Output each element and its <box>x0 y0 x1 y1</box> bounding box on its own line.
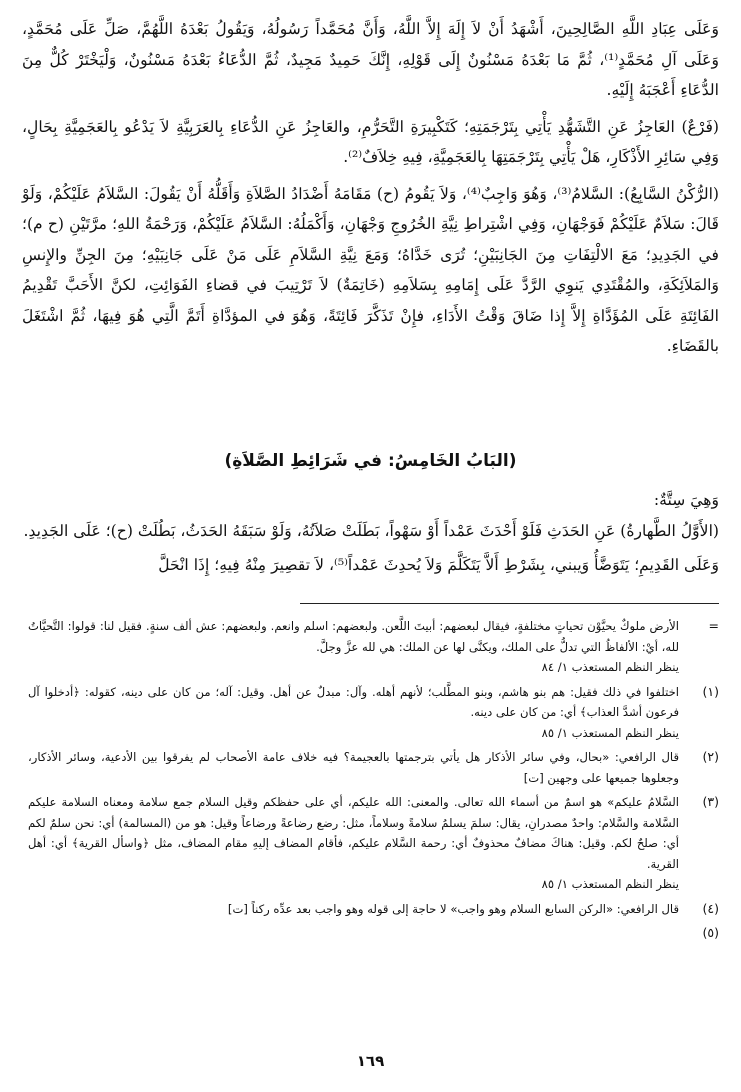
footnote-reference: ينظر النظم المستعذب ١/ ٨٤ <box>541 660 679 674</box>
footnote-2 <box>28 747 719 788</box>
footnote-3 <box>28 792 719 895</box>
footnote-continued <box>28 616 719 678</box>
footnote-marker: (٤) <box>702 900 719 916</box>
footnote-reference: ينظر النظم المستعذب ١/ ٨٥ <box>541 877 679 891</box>
footnote-text: اختلفوا في ذلك فقيل: هم بنو هاشم، وبنو المطَّلب؛ لأنهم أهله. وآل: مبدلٌ عن أهل. وقيل: آله؛ من كان على دينه، كقوله: ﴿أدخلوا آل فرعون أشدَّ العذاب﴾ أي: من كان على دينه. <box>28 684 679 719</box>
footnote-1 <box>28 682 719 744</box>
paragraph-seventh-pillar: (الرُّكْنُ السَّابِعُ): السَّلامُ⁽³⁾، وَهُوَ وَاجِبٌ⁽⁴⁾، وَلاَ يَقُومُ (ح) مَقَامَهُ أَضْدَادُ الصَّلاَةِ وَأَقَلُّهُ أَنْ يَقُولَ: السَّلاَمُ عَلَيْكُمْ، وَلَوْ قَالَ: سَلاَمٌ عَلَيْكُمْ فَوَجْهَانِ، وَفِي اشْتِراطِ نِيَّةِ الخُرُوجِ وَجْهَانِ، وَأَكْمَلُهُ: السَّلاَمُ عَلَيْكُمْ، وَرَحْمَةُ اللهِ؛ مرَّتَيْنِ (ح م)؛ في الجَدِيدِ؛ مَعَ الالْتِفَاتِ مِنَ الجَانِبَيْنِ؛ تُرَى خَدَّاهُ؛ وَمَعَ نِيَّةِ السَّلاَمِ عَلَى مَنْ عَلَى جَانِبَيْهِ؛ مِنَ الجِنِّ والإِنسِ وَالمَلاَئِكَةِ، والمُقْتَدِي يَنوِي الرَّدَّ عَلَى إِمَامِهِ بِسَلاَمِهِ (خَاتِمَةٌ) لاَ تَرْتِيبَ في قضاءِ الفَوَائِتِ، لكنَّ الأَحَبَّ تَقْدِيمُ الفَائِتَةِ عَلَى المُؤَدَّاةِ إِلاَّ إِذا ضَاقَ وَقْتُ الأَدَاءِ، فإِنْ تَذَكَّرَ فَائِتَةً، وَهُوَ في المؤدَّاةِ أَتَمَّ الَّتِي هُوَ فِيهَا، ثُمَّ اشْتَغَلَ بالقَضَاءِ. <box>22 184 719 355</box>
paragraph-far: (فَرْعٌ) العَاجِزُ عَنِ التَّشَهُّدِ يَأْتِي بِتَرْجَمَتِهِ؛ كَتَكْبِيرَةِ التَّحَرُّمِ، والعَاجِزُ عَنِ الدُّعَاءِ بِالعَرَبِيَّةِ لاَ يَدْعُو بِالعَجَمِيَّةِ بِحَالٍ، وَفِي سَائِرِ الأَذْكَارِ، هَلْ يَأْتِي بِتَرْجَمَتِهَا بِالعَجَمِيَّةِ، فِيهِ خِلاَفٌ⁽²⁾. <box>22 117 719 166</box>
paragraph-old-opinion: وَعَلَى القَدِيمِ؛ يَتَوَضَّأُ وَيبني، بِشَرْطِ أَلاَّ يَتَكَلَّمَ وَلاَ يُحدِثَ عَمْداً⁽⁵⁾، لاَ تقصِيرَ مِنْهُ فِيهِ؛ إِذَا انْحَلَّ <box>158 556 719 574</box>
main-text-bottom <box>22 485 719 581</box>
footnote-5 <box>28 923 719 944</box>
footnote-text: الأرض ملوكٌ يحيَّوْن تحياتٍ مختلفةٍ، فيقال لبعضهم: أبيتَ اللَّعن. ولبعضهم: اسلم وانعم. ولبعضهم: عش ألف سنةٍ. فقيل لنا: قولوا: التَّحيَّاتُ لله، أيْ: الألفاظُ التي تدلُّ على الملك، ويكنَّى لها عن الملك: هي لله عزَّ وجلَّ. <box>28 619 679 654</box>
footnote-reference: ينظر النظم المستعذب ١/ ٨٥ <box>541 725 679 740</box>
paragraph-conditions-count: وَهِيَ سِتَّةٌ: <box>653 491 719 509</box>
footnote-text: قال الرافعي: «الركن السابع السلام وهو واجب» لا حاجة إلى قوله وهو واجب بعد عدِّه ركناً [ت] <box>227 901 679 916</box>
footnote-marker: (٢) <box>702 749 719 764</box>
footnote-text: قال الرافعي: «بحال، وفي سائر الأذكار هل يأتي بترجمتها بالعجيمة؟ فيه خلاف عامة الأصحاب لم يفرقوا بين الأدعية، وسائر الأذكار، وجعلوها جميعها على وجهين [ت] <box>28 750 679 785</box>
footnote-4 <box>28 899 719 920</box>
footnote-marker: (١) <box>702 683 719 699</box>
chapter-heading: (البَابُ الخَامِسُ: في شَرَائِطِ الصَّلاَةِ) <box>224 451 517 471</box>
paragraph-first-condition: (الأَوَّلُ الطَّهارةُ) عَنِ الحَدَثِ فَلَوْ أَحْدَثَ عَمْداً أَوْ سَهْواً، بَطَلَتْ صَلاَتُهُ، وَلَوْ سَبَقَهُ الحَدَثُ، بَطُلَتْ (ح)؛ عَلَى الجَدِيدِ. <box>23 521 719 540</box>
page-number: ١٦٩ <box>356 1052 385 1070</box>
footnotes <box>28 616 719 948</box>
paragraph-tashahhud: وَعَلَى عِبَادِ اللَّهِ الصَّالِحِينَ، أَشْهَدُ أَنْ لاَ إِلَهَ إِلاَّ اللَّهُ، وَأَنَّ مُحَمَّداً رَسُولُهُ، وَيَقُولُ بَعْدَهُ اللَّهُمَّ، صَلِّ عَلَى مُحَمَّدٍ، وَعَلَى آلِ مُحَمَّدٍ⁽¹⁾، ثُمَّ مَا بَعْدَهُ مَسْنُونٌ إِلَى قَوْلِهِ، إِنَّكَ حَمِيدٌ مَجِيدٌ، ثُمَّ الدُّعَاءُ بَعْدَهُ مَسْنُونٌ، وَلْيَخْتَرْ كُلٌّ مِنَ الدُّعَاءِ أَعْجَبَهُ إِلَيْهِ. <box>22 20 719 99</box>
footnote-separator <box>300 603 719 604</box>
footnote-marker: (٥) <box>702 925 719 940</box>
footnote-marker: (٣) <box>702 794 719 809</box>
footnote-marker: = <box>708 618 719 633</box>
footnote-text: السَّلامُ عليكم» هو اسمٌ من أسماء الله تعالى. والمعنى: الله عليكم، أي على حفظكم وقيل السلام جمع سلامة ومعناه السلامة عليكم السَّلامة والسَّلام: واحدٌ مصدرانِ، يقال: سلمَ يسلمُ سلامةً وسلاماً، مثل: رضع رضاعةً ورضاعاً وقيل: هو من (المسالمة) أي: نحن سلمٌ لكم أي: صلحٌ لكم. وقيل: هناكَ مضافٌ محذوفٌ أي: رحمة السَّلام عليكم، فأقام المضاف إليهِ مقام المضاف، مثل ﴿واسأل القرية﴾ أي: أهل القرية. <box>28 795 679 871</box>
main-text-top <box>22 14 719 362</box>
